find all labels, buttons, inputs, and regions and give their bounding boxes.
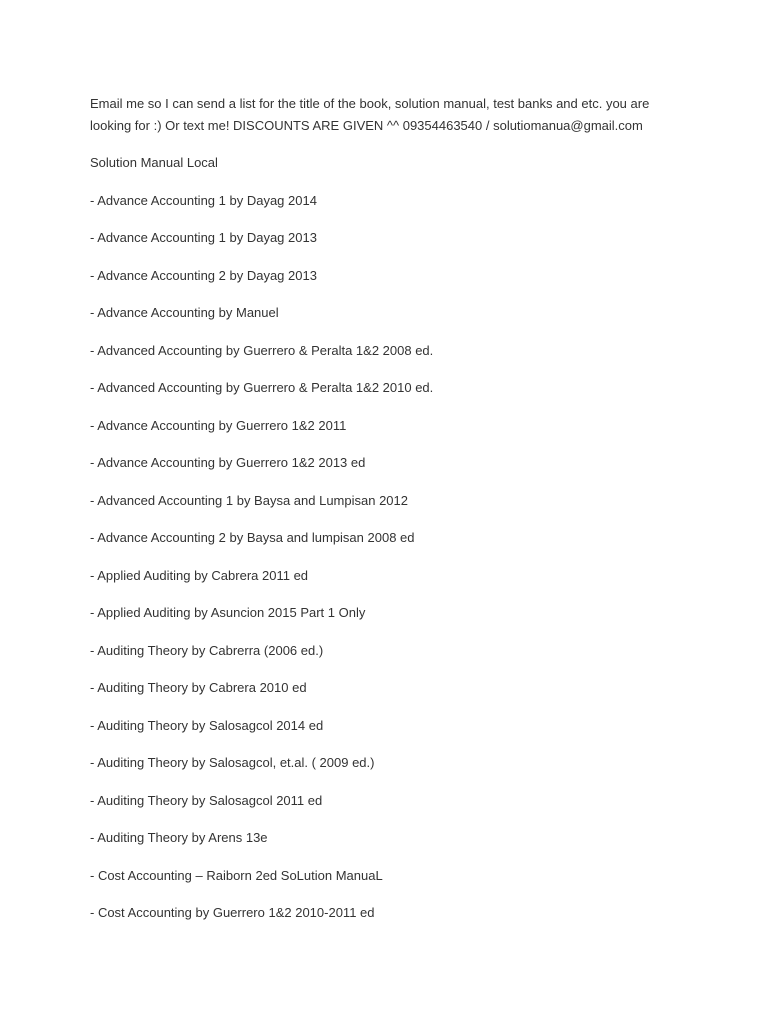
list-item: - Applied Auditing by Asuncion 2015 Part 1 Only	[90, 605, 366, 620]
list-item: - Advanced Accounting by Guerrero & Peralta 1&2 2008 ed.	[90, 342, 434, 358]
list-item: - Auditing Theory by Cabrerra (2006 ed.)	[90, 642, 324, 658]
list-item: - Advance Accounting 2 by Dayag 2013	[90, 267, 317, 283]
section-heading: Solution Manual Local	[90, 155, 218, 170]
list-item: - Auditing Theory by Arens 13e	[90, 830, 268, 845]
intro-paragraph: Email me so I can send a list for the title of the book, solution manual, test banks and etc. you are looking for :) Or text me! DISCOUNTS ARE GIVEN ^^ 09354463540 / solutiomanua@gmail.com	[90, 96, 650, 133]
list-item: - Advance Accounting 2 by Baysa and lumpisan 2008 ed	[90, 530, 415, 545]
list-item: - Advance Accounting by Manuel	[90, 305, 279, 320]
list-item: - Auditing Theory by Cabrera 2010 ed	[90, 680, 307, 695]
list-item: - Advanced Accounting 1 by Baysa and Lumpisan 2012	[90, 492, 408, 508]
list-item: - Applied Auditing by Cabrera 2011 ed	[90, 567, 309, 583]
list-item: - Advance Accounting 1 by Dayag 2013	[90, 230, 317, 245]
list-item: - Cost Accounting – Raiborn 2ed SoLution ManuaL	[90, 867, 383, 883]
list-item: - Advance Accounting 1 by Dayag 2014	[90, 192, 317, 208]
list-item: - Auditing Theory by Salosagcol 2011 ed	[90, 792, 323, 808]
document-page	[90, 93, 690, 922]
list-item: - Cost Accounting by Guerrero 1&2 2010-2011 ed	[90, 905, 375, 920]
list-item: - Advance Accounting by Guerrero 1&2 2013 ed	[90, 455, 366, 470]
list-item: - Advanced Accounting by Guerrero & Peralta 1&2 2010 ed.	[90, 380, 434, 395]
list-item: - Advance Accounting by Guerrero 1&2 2011	[90, 417, 347, 433]
book-list	[90, 192, 690, 923]
list-item: - Auditing Theory by Salosagcol, et.al. ( 2009 ed.)	[90, 755, 375, 770]
list-item: - Auditing Theory by Salosagcol 2014 ed	[90, 717, 324, 733]
